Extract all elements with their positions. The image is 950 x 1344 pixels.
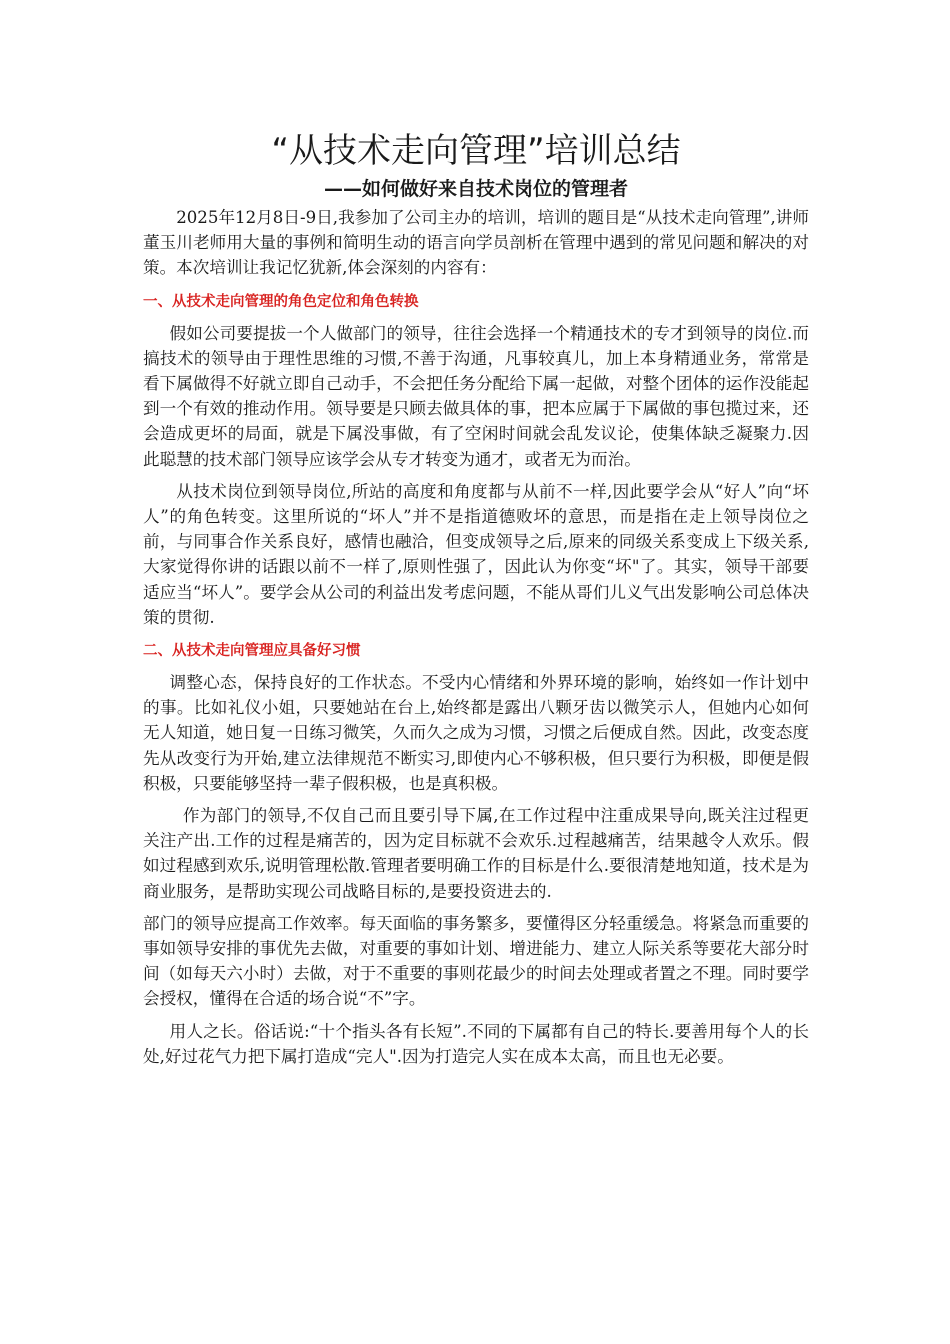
document-title: “从技术走向管理”培训总结 [271, 131, 681, 171]
section2-paragraph-1: 调整心态，保持良好的工作状态。不受内心情绪和外界环境的影响，始终如一作计划中的事。比如礼仪小姐，只要她站在台上,始终都是露出八颗牙齿以微笑示人，但她内心如何无人知道，她日复一日练习微笑，久而久之成为习惯，习惯之后便成自然。因此，改变态度先从改变行为开始,建立法律规范不断实习,即使内心不够积极，但只要行为积极，即便是假积极，只要能够坚持一辈子假积极，也是真积极。 [143, 673, 809, 793]
section1-paragraph-1: 假如公司要提拔一个人做部门的领导，往往会选择一个精通技术的专才到领导的岗位.而搞技术的领导由于理性思维的习惯,不善于沟通，凡事较真儿，加上本身精通业务，常常是看下属做得不好就立即自己动手，不会把任务分配给下属一起做，对整个团体的运作没能起到一个有效的推动作用。领导要是只顾去做具体的事，把本应属于下属做的事包揽过来，还会造成更坏的局面，就是下属没事做，有了空闲时间就会乱发议论，使集体缺乏凝聚力.因此聪慧的技术部门领导应该学会从专才转变为通才，或者无为而治。 [143, 323, 809, 469]
document-subtitle: ——如何做好来自技术岗位的管理者 [323, 178, 628, 200]
section2-paragraph-4: 用人之长。俗话说:“十个指头各有长短”.不同的下属都有自己的特长.要善用每个人的长处,好过花气力把下属打造成“完人".因为打造完人实在成本太高，而且也无必要。 [143, 1021, 809, 1066]
section1-paragraph-2: 从技术岗位到领导岗位,所站的高度和角度都与从前不一样,因此要学会从“好人”向“坏人”的角色转变。这里所说的“坏人”并不是指道德败坏的意思，而是指在走上领导岗位之前，与同事合作关系良好，感情也融洽，但变成领导之后,原来的同级关系变成上下级关系,大家觉得你讲的话跟以前不一样了,原则性强了，因此认为你变“坏"了。其实，领导干部要适应当“坏人”。要学会从公司的利益出发考虑问题，不能从哥们儿义气出发影响公司总体决策的贯彻. [143, 481, 809, 627]
section2-paragraph-3: 部门的领导应提高工作效率。每天面临的事务繁多，要懂得区分轻重缓急。将紧急而重要的事如领导安排的事优先去做，对重要的事如计划、增进能力、建立人际关系等要花大部分时间（如每天六小时）去做，对于不重要的事则花最少的时间去处理或者置之不理。同时要学会授权，懂得在合适的场合说“不”字。 [143, 913, 809, 1009]
document-body [143, 205, 809, 1069]
intro-paragraph: 2025年12月8日-9日,我参加了公司主办的培训，培训的题目是“从技术走向管理”,讲师董玉川老师用大量的事例和简明生动的语言向学员剖析在管理中遇到的常见问题和解决的对策。本次培训让我记忆犹新,体会深刻的内容有： [143, 208, 809, 278]
section-heading-1: 一、从技术走向管理的角色定位和角色转换 [143, 293, 419, 310]
section-heading-2: 二、从技术走向管理应具备好习惯 [143, 643, 361, 660]
section2-paragraph-2: 作为部门的领导,不仅自己而且要引导下属,在工作过程中注重成果导向,既关注过程更关注产出.工作的过程是痛苦的，因为定目标就不会欢乐.过程越痛苦，结果越令人欢乐。假如过程感到欢乐,说明管理松散.管理者要明确工作的目标是什么.要很清楚地知道，技术是为商业服务，是帮助实现公司战略目标的,是要投资进去的. [143, 806, 809, 901]
